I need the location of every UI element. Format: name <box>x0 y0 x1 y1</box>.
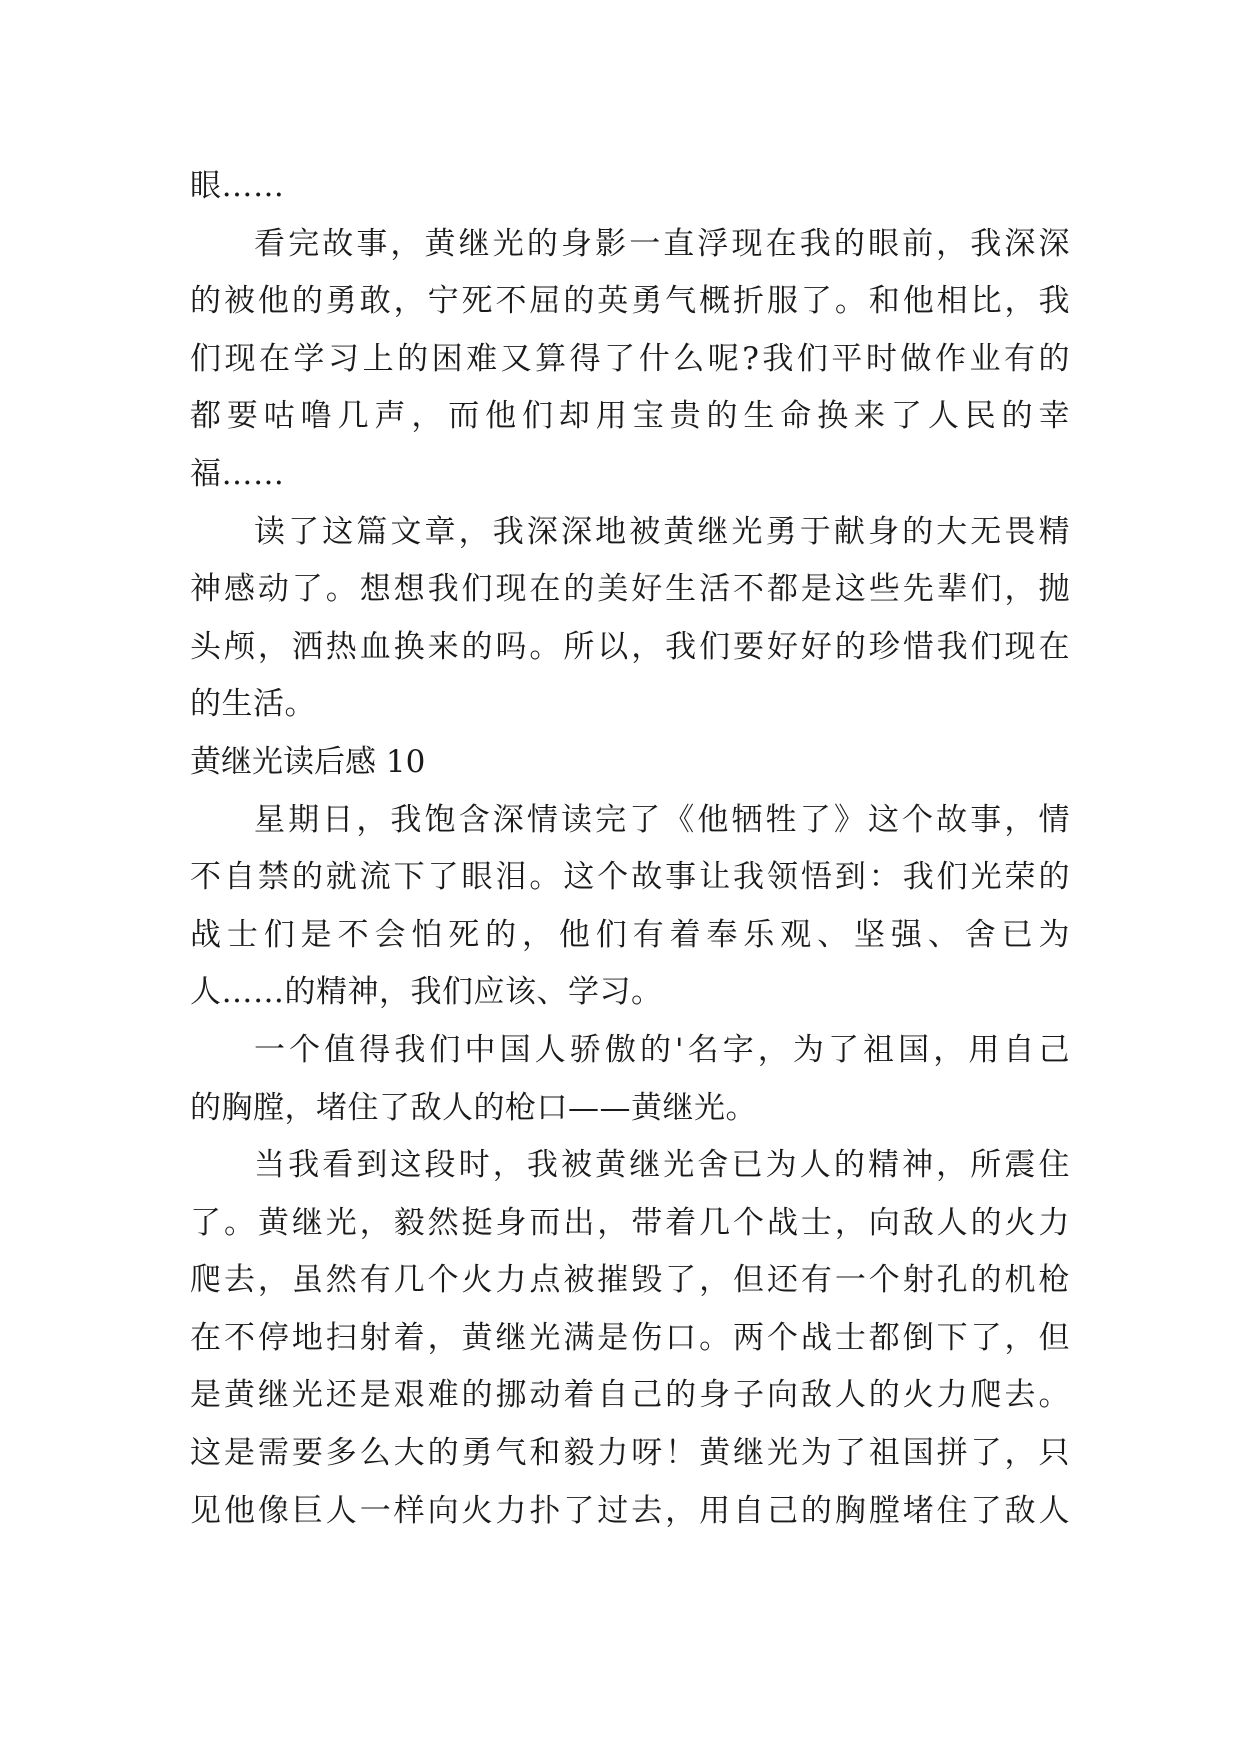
text-line: 一个值得我们中国人骄傲的'名字，为了祖国，用自己 <box>254 1031 1070 1068</box>
text-line: 的被他的勇敢，宁死不屈的英勇气概折服了。和他相比，我 <box>190 283 1070 320</box>
text-line: 见他像巨人一样向火力扑了过去，用自己的胸膛堵住了敌人 <box>190 1492 1070 1529</box>
text-line: 在不停地扫射着，黄继光满是伤口。两个战士都倒下了，但 <box>190 1319 1070 1356</box>
text-line: 头颅，洒热血换来的吗。所以，我们要好好的珍惜我们现在 <box>190 628 1070 665</box>
text-line: 看完故事，黄继光的身影一直浮现在我的眼前，我深深 <box>254 225 1070 262</box>
text-line: 星期日，我饱含深情读完了《他牺牲了》这个故事，情 <box>254 801 1070 838</box>
text-line: 了。黄继光，毅然挺身而出，带着几个战士，向敌人的火力 <box>190 1204 1070 1241</box>
text-line: 不自禁的就流下了眼泪。这个故事让我领悟到：我们光荣的 <box>190 859 1070 896</box>
text-line: 眼…… <box>190 168 285 204</box>
section-heading: 黄继光读后感 10 <box>190 743 426 780</box>
text-line: 人……的精神，我们应该、学习。 <box>190 974 663 1011</box>
text-line: 这是需要多么大的勇气和毅力呀！黄继光为了祖国拼了，只 <box>190 1435 1070 1472</box>
text-line: 爬去，虽然有几个火力点被摧毁了，但还有一个射孔的机枪 <box>190 1262 1070 1299</box>
text-line: 神感动了。想想我们现在的美好生活不都是这些先辈们，抛 <box>190 571 1070 608</box>
document-body <box>190 158 1070 1540</box>
text-line: 当我看到这段时，我被黄继光舍已为人的精神，所震住 <box>254 1147 1070 1184</box>
text-line: 福…… <box>190 455 285 492</box>
text-line: 们现在学习上的困难又算得了什么呢?我们平时做作业有的 <box>190 340 1070 377</box>
text-line: 的生活。 <box>190 686 316 723</box>
text-line: 读了这篇文章，我深深地被黄继光勇于献身的大无畏精 <box>254 513 1070 550</box>
text-line: 是黄继光还是艰难的挪动着自己的身子向敌人的火力爬去。 <box>190 1377 1070 1414</box>
text-line: 都要咕噜几声，而他们却用宝贵的生命换来了人民的幸 <box>190 398 1070 435</box>
text-line: 战士们是不会怕死的，他们有着奉乐观、坚强、舍已为 <box>190 916 1070 953</box>
text-line: 的胸膛，堵住了敌人的枪口——黄继光。 <box>190 1089 757 1126</box>
